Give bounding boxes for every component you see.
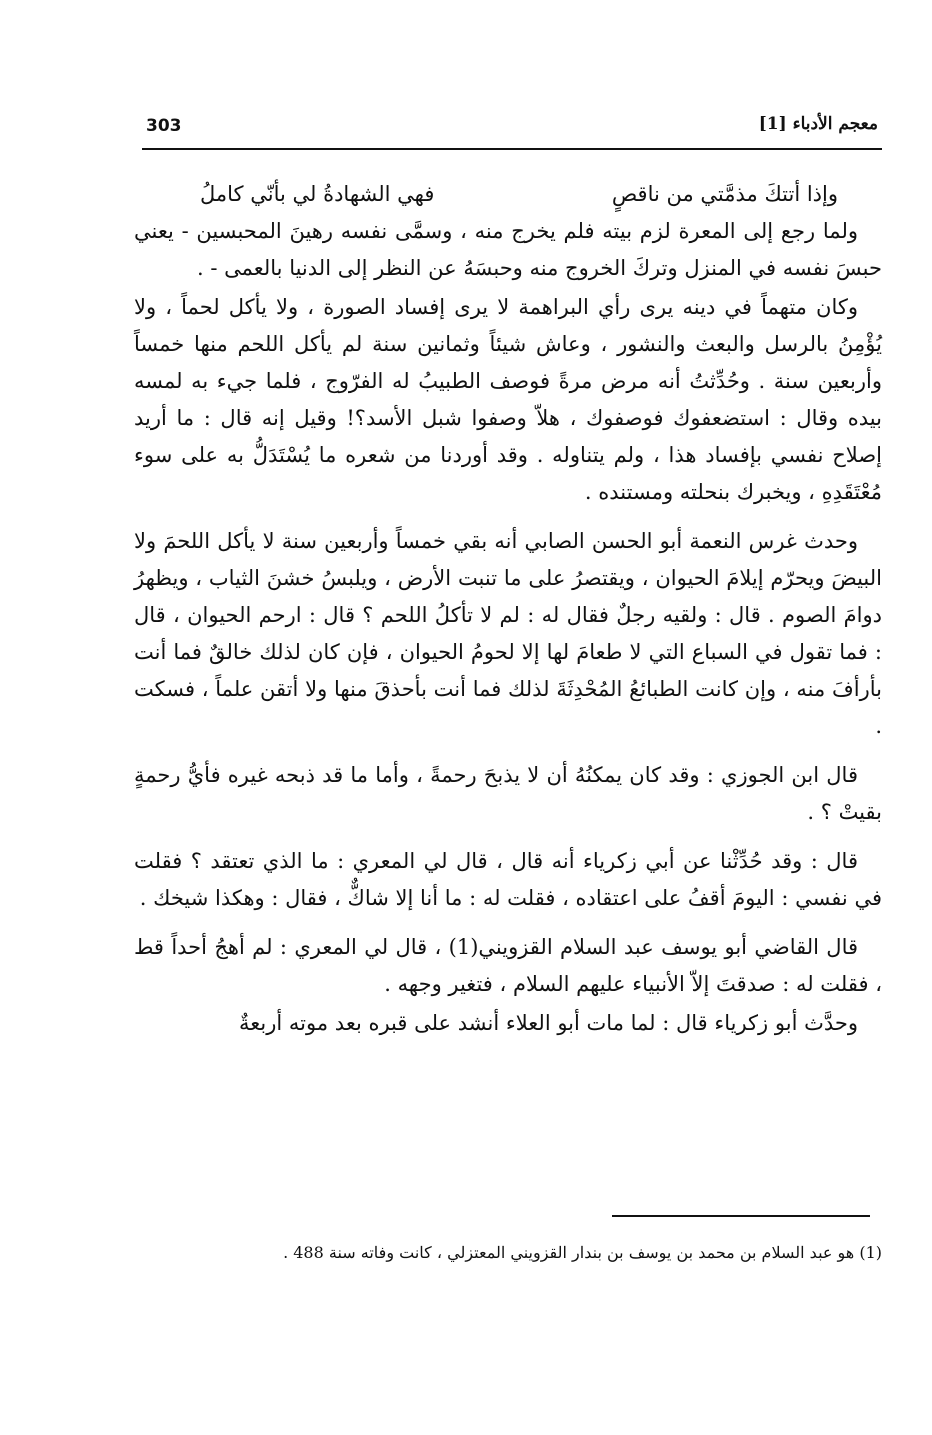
page-header (142, 112, 882, 150)
paragraph-7: وحدَّث أبو زكرياء قال : لما مات أبو العلاء أنشد على قبره بعد موته أربعةٌ (239, 1011, 858, 1035)
verse-first-hemistich: وإذا أتتكَ مذمَّتي من ناقصٍ (611, 182, 838, 206)
paragraph-6: قال القاضي أبو يوسف عبد السلام القزويني(1) ، قال لي المعري : لم أهجُ أحداً قط ، فقلت له : صدقتَ إلاّ الأنبياء عليهم السلام ، فتغير وجهه . (134, 935, 882, 996)
footnote-divider (612, 1215, 870, 1217)
page-body (134, 176, 882, 1042)
page-number: 303 (146, 116, 182, 136)
running-title: معجم الأدباء [1] (758, 114, 878, 134)
paragraph-2: وكان متهماً في دينه يرى رأي البراهمة لا يرى إفساد الصورة ، ولا يأكل لحماً ، ولا يُؤْمِنُ بالرسل والبعث والنشور ، وعاش شيئاً وثمانين سنة لم يأكل اللحم منها خمساً وأربعين سنة . وحُدِّثتُ أنه مرض مرةً فوصف الطبيبُ له الفرّوج ، فلما جيء به لمسه بيده وقال : استضعفوك فوصفوك ، هلاّ وصفوا شبل الأسد؟! وقيل إنه قال : ما أريد إصلاح نفسي بإفساد هذا ، ولم يتناوله . وقد أوردنا من شعره ما يُسْتَدَلُّ به على سوء مُعْتَقَدِهِ ، ويخبرك بنحلته ومستنده . (134, 295, 882, 504)
paragraph-4: قال ابن الجوزي : وقد كان يمكنُهُ أن لا يذبحَ رحمةً ، وأما ما قد ذبحه غيره فأيُّ رحمةٍ بقيتْ ؟ . (134, 763, 882, 824)
paragraph-3: وحدث غرس النعمة أبو الحسن الصابي أنه بقي خمساً وأربعين سنة لا يأكل اللحمَ ولا البيضَ ويحرّم إيلامَ الحيوان ، ويقتصرُ على ما تنبت الأرض ، ويلبسُ خشنَ الثياب ، ويظهرُ دوامَ الصوم . قال : ولقيه رجلٌ فقال له : لم لا تأكلُ اللحم ؟ قال : ارحم الحيوان ، قال : فما تقول في السباع التي لا طعامَ لها إلا لحومُ الحيوان ، فإن كان لذلك خالقٌ فما أنت بأرأفَ منه ، وإن كانت الطبائعُ المُحْدِثَةَ لذلك فما أنت بأحذقَ منها ولا أتقن علماً ، فسكت . (134, 529, 882, 738)
footnote: (1) هو عبد السلام بن محمد بن يوسف بن بندار القزويني المعتزلي ، كانت وفاته سنة 488 . (283, 1243, 882, 1262)
paragraph-5: قال : وقد حُدِّثْنا عن أبي زكرياء أنه قال ، قال لي المعري : ما الذي تعتقد ؟ فقلت في نفسي : اليومَ أقفُ على اعتقاده ، فقلت له : ما أنا إلا شاكٌّ ، فقال : وهكذا شيخك . (134, 849, 882, 910)
paragraph-1: ولما رجع إلى المعرة لزم بيته فلم يخرج منه ، وسمَّى نفسه رهينَ المحبسين - يعني حبسَ نفسه في المنزل وتركَ الخروج منه وحبسَهُ عن النظر إلى الدنيا بالعمى - . (134, 219, 882, 280)
verse-second-hemistich: فهي الشهادةُ لي بأنّي كاملُ (200, 182, 435, 206)
poem-verse (134, 176, 882, 213)
